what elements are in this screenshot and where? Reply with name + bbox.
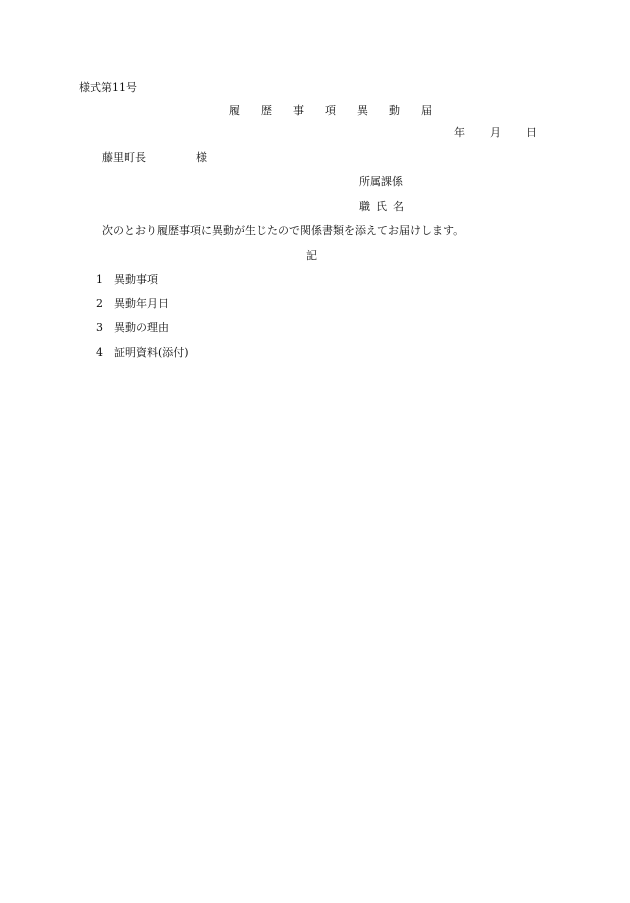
date-year: 年 bbox=[454, 126, 465, 139]
addressee-name: 藤里町長 bbox=[102, 151, 146, 164]
name-char: 氏 bbox=[376, 200, 387, 213]
form-number: 様式第11号 bbox=[79, 81, 137, 94]
sender-name-label bbox=[359, 200, 404, 214]
date-line bbox=[454, 126, 537, 140]
item-label: 証明資料(添付) bbox=[114, 346, 189, 359]
list-item bbox=[96, 346, 189, 360]
title-char: 歴 bbox=[261, 104, 273, 117]
title-char: 事 bbox=[293, 104, 305, 117]
addressee-suffix: 様 bbox=[196, 151, 207, 164]
item-number: 4 bbox=[96, 346, 103, 359]
title-char: 項 bbox=[325, 104, 337, 117]
body-text: 次のとおり履歴事項に異動が生じたので関係書類を添えてお届けします。 bbox=[102, 224, 465, 237]
item-number: 2 bbox=[96, 297, 103, 310]
list-item bbox=[96, 297, 169, 311]
date-day: 日 bbox=[526, 126, 537, 139]
item-label: 異動の理由 bbox=[114, 321, 169, 334]
title-char: 異 bbox=[357, 104, 369, 117]
item-label: 異動事項 bbox=[114, 273, 158, 286]
date-month: 月 bbox=[490, 126, 501, 139]
list-item bbox=[96, 321, 169, 335]
item-number: 3 bbox=[96, 321, 103, 334]
title-char: 履 bbox=[229, 104, 241, 117]
title-char: 届 bbox=[421, 104, 433, 117]
sender-department: 所属課係 bbox=[359, 175, 403, 188]
title-char: 動 bbox=[389, 104, 401, 117]
item-label: 異動年月日 bbox=[114, 297, 169, 310]
list-item bbox=[96, 273, 158, 287]
ki-mark: 記 bbox=[306, 249, 317, 262]
name-char: 職 bbox=[359, 200, 370, 213]
item-number: 1 bbox=[96, 273, 103, 286]
name-char: 名 bbox=[393, 200, 404, 213]
document-title bbox=[229, 104, 433, 118]
